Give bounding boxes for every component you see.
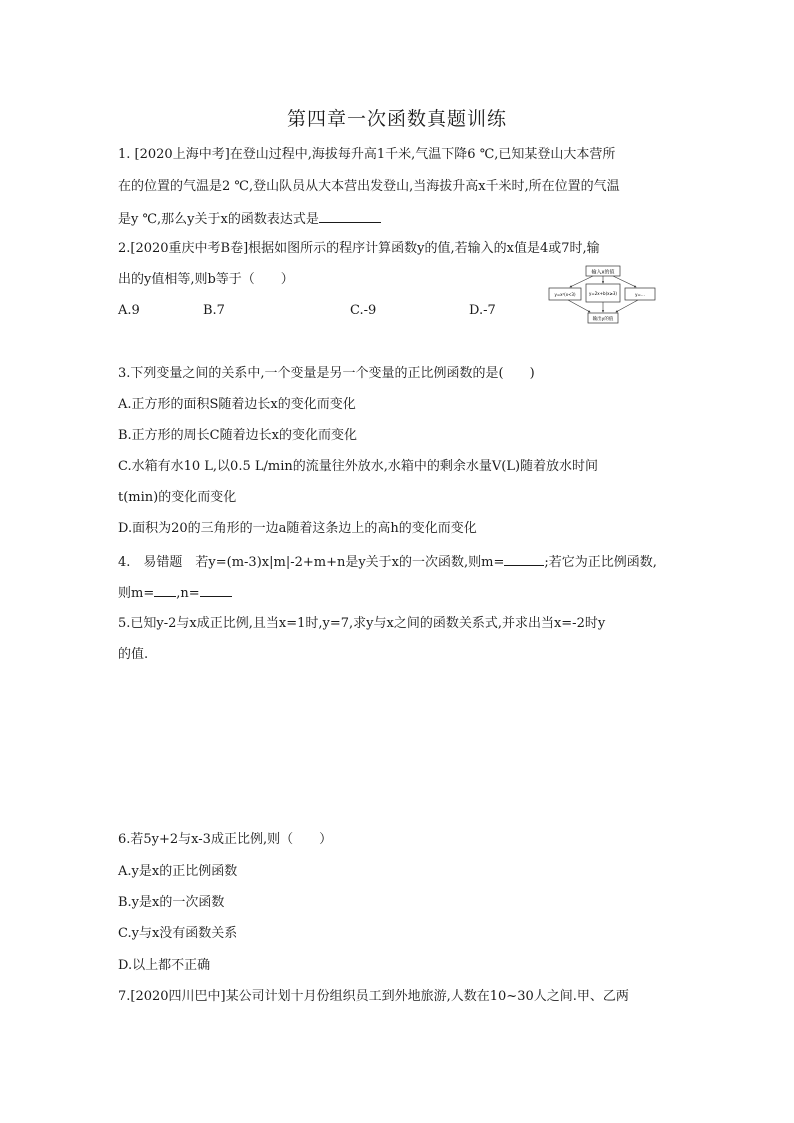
q4-blank-m2 xyxy=(154,584,176,597)
q2-line1: 2.[2020重庆中考B卷]根据如图所示的程序计算函数y的值,若输入的x值是4或7时,输 xyxy=(118,241,600,256)
q6-option-d: D.以上都不正确 xyxy=(118,958,211,973)
q5-line2: 的值. xyxy=(118,647,149,662)
q4-text-1: 4. 易错题 若y=(m-3)x|m|-2+m+n是y关于x的一次函数,则m= xyxy=(118,555,505,570)
q4-text-3: 则m= xyxy=(118,586,155,601)
q3-option-c-line1: C.水箱有水10 L,以0.5 L/min的流量往外放水,水箱中的剩余水量V(L)随着放水时间 xyxy=(118,459,599,474)
flow-middle-text: y=2x+b(x≥3) xyxy=(589,291,617,296)
q3-option-d: D.面积为20的三角形的一边a随着这条边上的高h的变化而变化 xyxy=(118,521,477,536)
q3-option-c-line2: t(min)的变化而变化 xyxy=(118,490,237,505)
q1-line3-text: 是y ℃,那么y关于x的函数表达式是 xyxy=(118,212,319,227)
q1-line1: 1. [2020上海中考]在登山过程中,海拔每升高1千米,气温下降6 ℃,已知某登山大本营所 xyxy=(118,147,616,162)
page-title: 第四章一次函数真题训练 xyxy=(286,108,507,130)
q2-option-b: B.7 xyxy=(203,303,225,318)
q2-line2: 出的y值相等,则b等于（ ） xyxy=(118,272,294,287)
q1-line2: 在的位置的气温是2 ℃,登山队员从大本营出发登山,当海拔升高x千米时,所在位置的气温 xyxy=(118,179,620,194)
q6-option-b: B.y是x的一次函数 xyxy=(118,895,225,910)
q3-option-b: B.正方形的周长C随着边长x的变化而变化 xyxy=(118,428,357,443)
q4-text-4: ,n= xyxy=(176,586,200,601)
q4-line1 xyxy=(118,553,657,571)
flow-output-text: 输出y的值 xyxy=(592,317,614,322)
flow-input-text: 输入x的值 xyxy=(591,269,615,276)
flowchart-diagram xyxy=(548,264,658,326)
q1-answer-blank xyxy=(319,210,381,223)
q4-text-2: ;若它为正比例函数, xyxy=(544,555,657,570)
q4-line2 xyxy=(118,584,232,602)
q2-option-c: C.-9 xyxy=(350,303,377,318)
q2-flowchart xyxy=(548,264,658,326)
q3-option-a: A.正方形的面积S随着边长x的变化而变化 xyxy=(118,397,356,412)
q4-blank-n xyxy=(200,584,232,597)
flow-right-text: y=… xyxy=(635,292,645,297)
q2-option-d: D.-7 xyxy=(469,303,496,318)
q2-option-a: A.9 xyxy=(118,303,140,318)
q6-option-c: C.y与x没有函数关系 xyxy=(118,926,238,941)
q6-option-a: A.y是x的正比例函数 xyxy=(118,864,238,879)
q3-stem: 3.下列变量之间的关系中,一个变量是另一个变量的正比例函数的是( ) xyxy=(118,366,535,381)
q4-blank-m1 xyxy=(504,553,544,566)
flow-left-text: y=x²(x<3) xyxy=(554,292,576,297)
q1-line3 xyxy=(118,210,381,228)
q5-line1: 5.已知y-2与x成正比例,且当x=1时,y=7,求y与x之间的函数关系式,并求出当x=-2时y xyxy=(118,616,606,631)
q7-line1: 7.[2020四川巴中]某公司计划十月份组织员工到外地旅游,人数在10~30人之间.甲、乙两 xyxy=(118,989,629,1004)
q6-stem: 6.若5y+2与x-3成正比例,则（ ） xyxy=(118,832,333,847)
